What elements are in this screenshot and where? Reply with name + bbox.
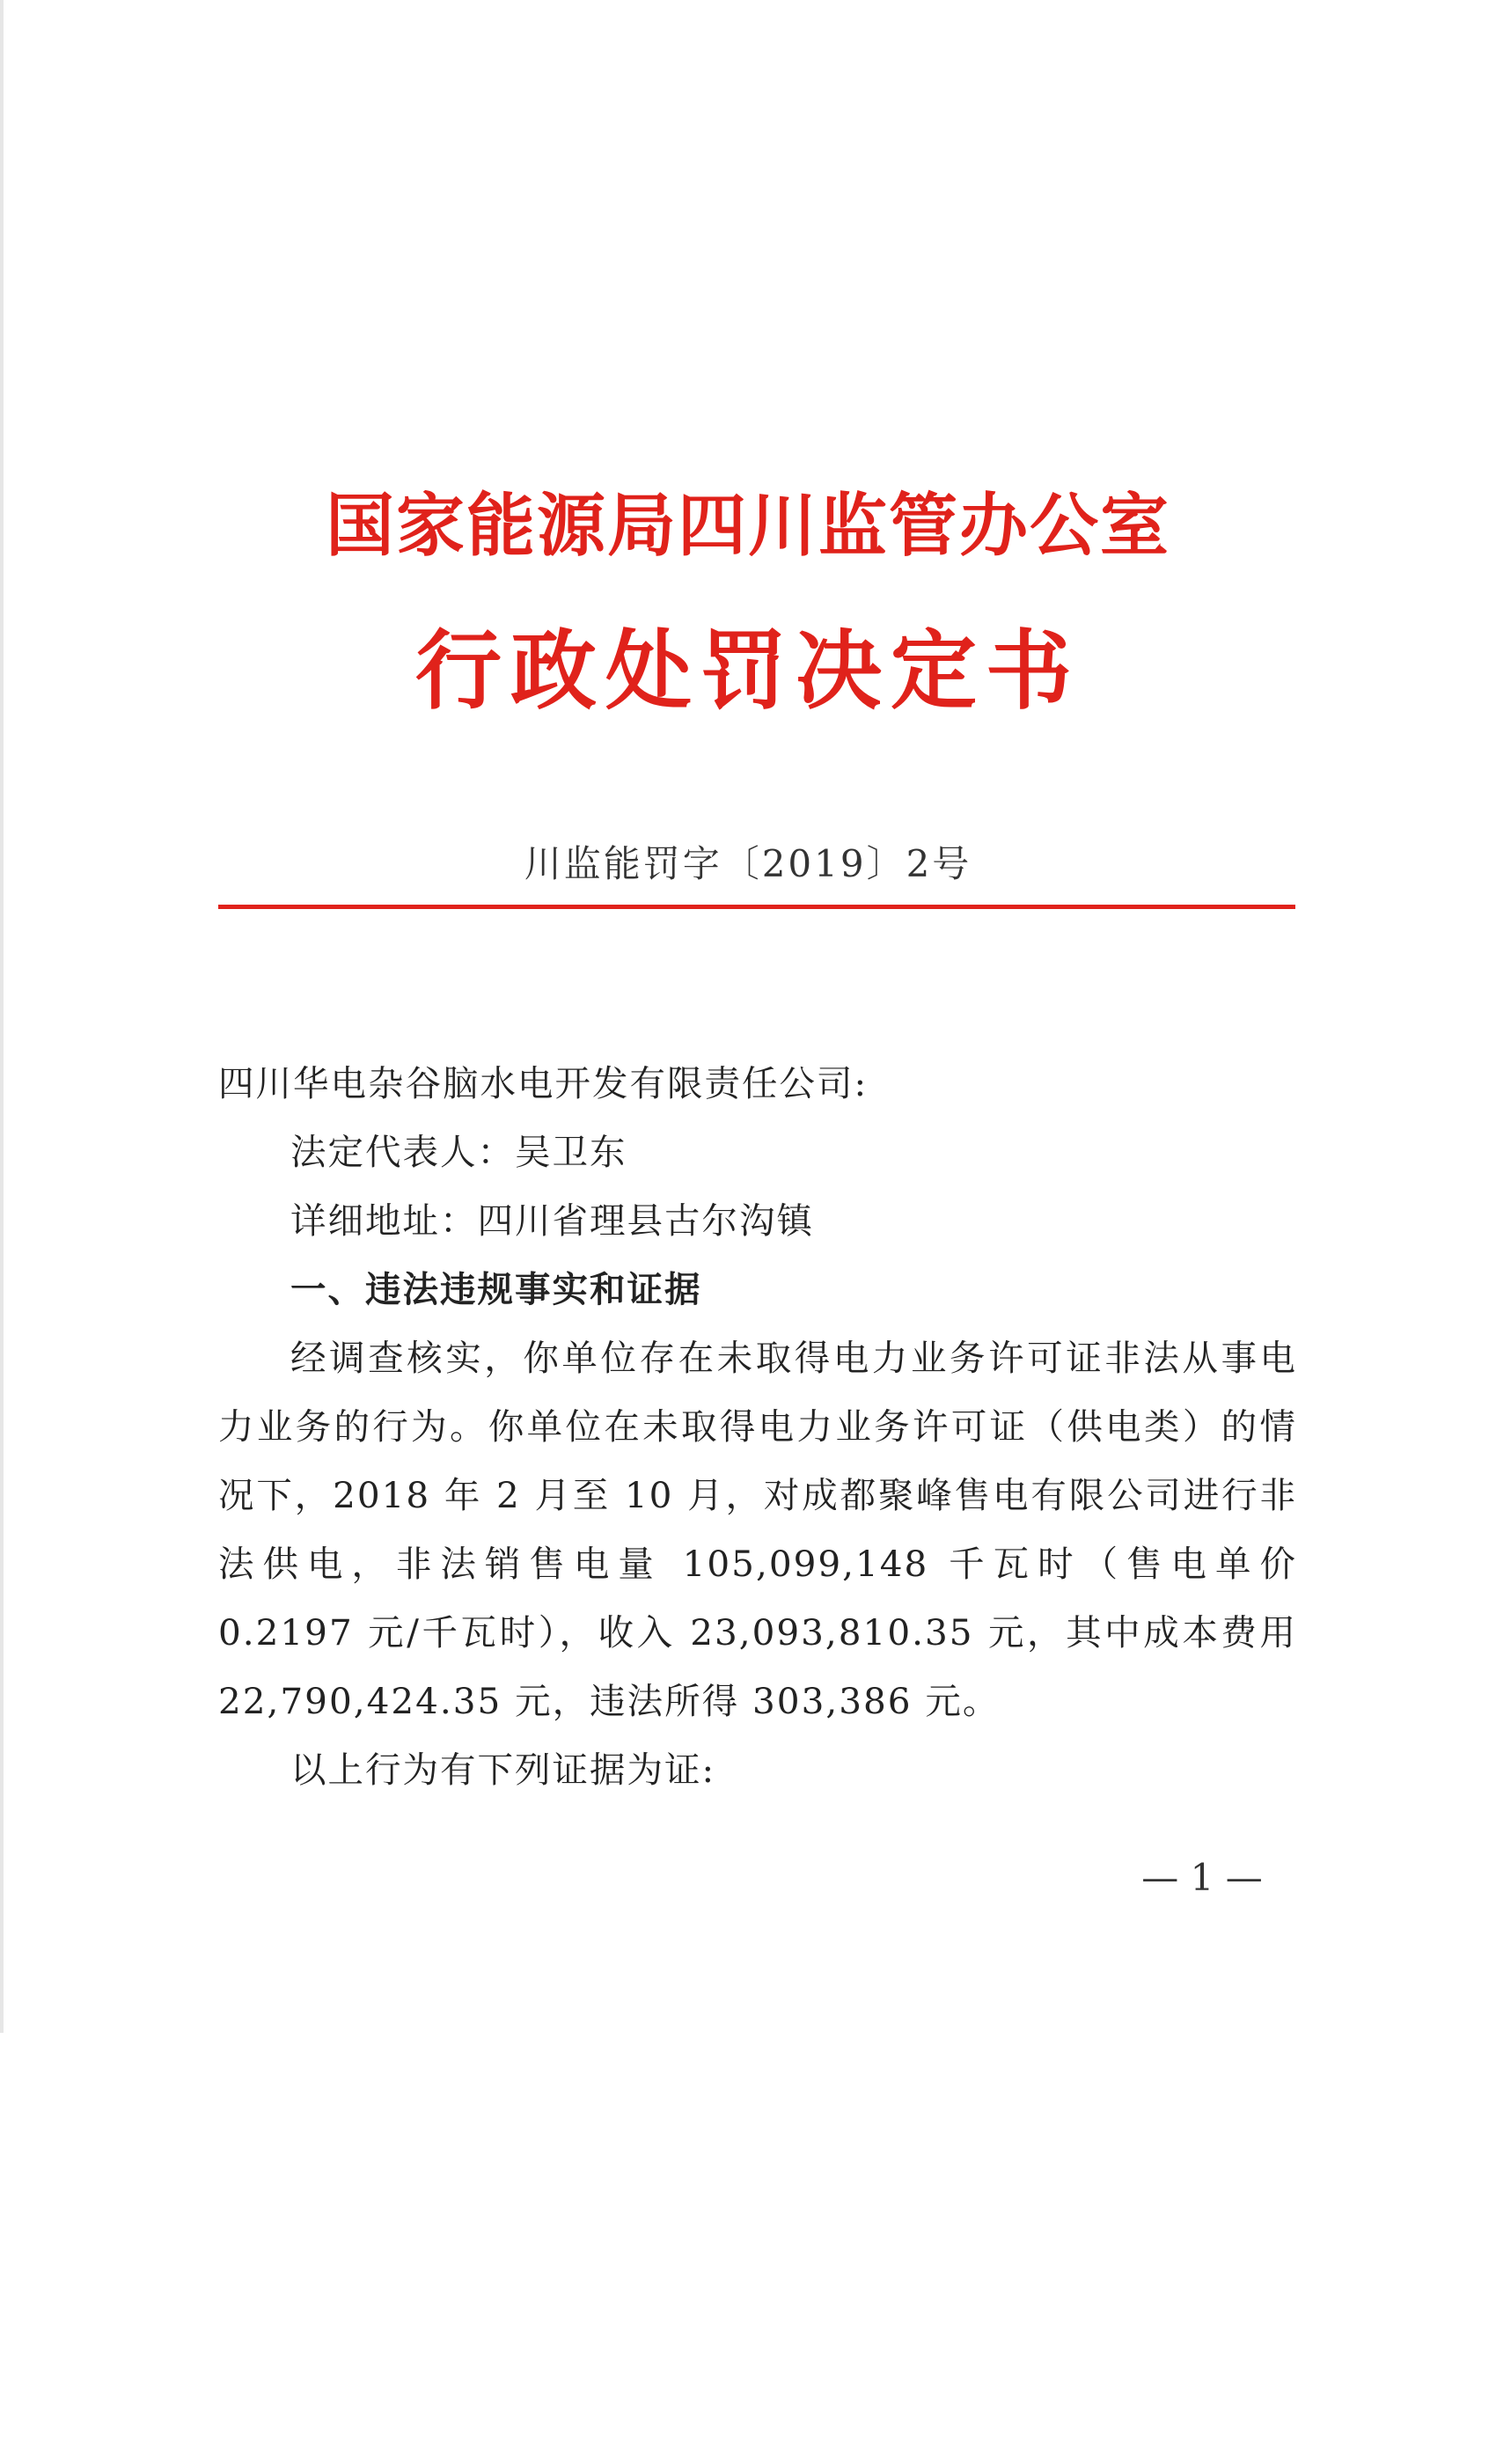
legal-representative-line: 法定代表人：吴卫东: [290, 1131, 627, 1173]
section-heading: 一、违法违规事实和证据: [290, 1268, 702, 1310]
issuing-organization: 国家能源局四川监管办公室: [325, 486, 1170, 566]
scan-edge-shadow: [0, 0, 4, 2033]
document-body: [218, 1049, 1297, 1804]
address-line: 详细地址：四川省理县古尔沟镇: [290, 1199, 814, 1242]
facts-paragraph: 经调查核实，你单位存在未取得电力业务许可证非法从事电力业务的行为。你单位在未取得电力业务许可证（供电类）的情况下，2018 年 2 月至 10 月，对成都聚峰售电有限公司进行非法供电，非法销售电量 105,099,148 千瓦时（售电单价 0.2197 元/千瓦时），收入 23,093,810.35 元，其中成本费用 22,790,424.35 元，违法所得 303,386 元。: [218, 1337, 1297, 1722]
evidence-intro: 以上行为有下列证据为证:: [290, 1749, 716, 1791]
recipient-line: 四川华电杂谷脑水电开发有限责任公司:: [218, 1062, 869, 1104]
document-number: 川监能罚字〔2019〕2号: [524, 842, 972, 885]
page-number: — 1 —: [1141, 1856, 1263, 1899]
red-divider-line: [218, 905, 1295, 909]
document-title: 行政处罚决定书: [414, 620, 1081, 722]
